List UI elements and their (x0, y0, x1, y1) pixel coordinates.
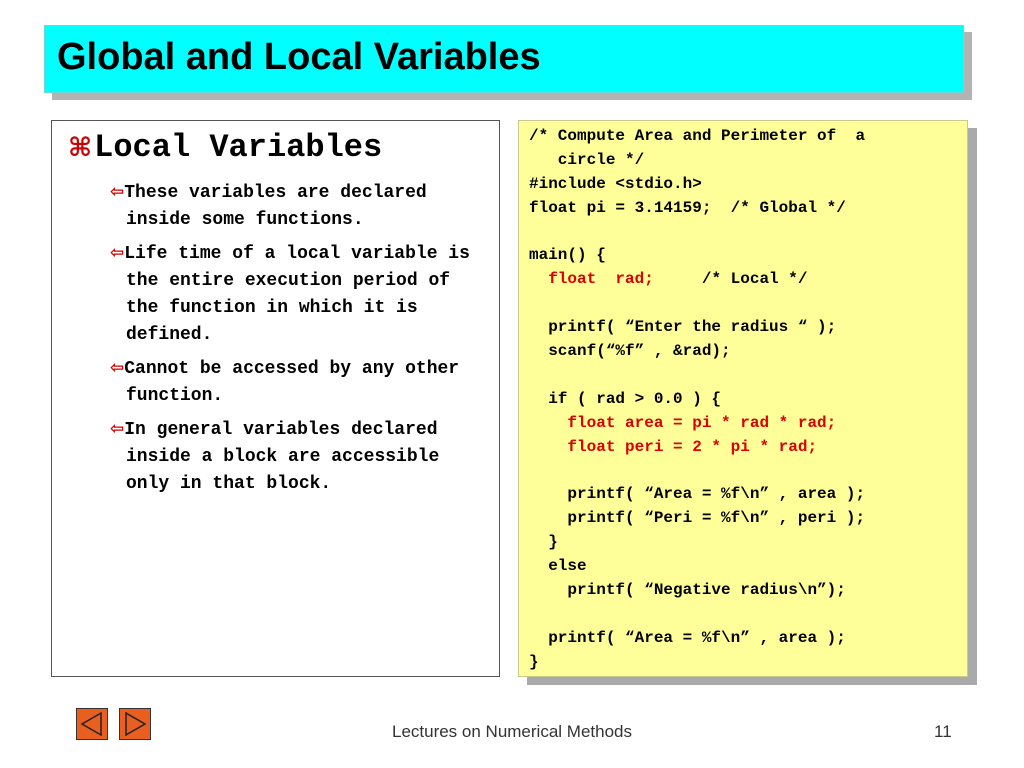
code-line (529, 149, 865, 173)
bullet-item (110, 416, 490, 498)
code-line-text: printf( “Enter the radius “ ); (529, 318, 837, 337)
local-variables-panel (51, 120, 500, 677)
code-line-text: } (529, 652, 539, 671)
left-arrow-icon: ⇦ (110, 419, 125, 439)
code-line (529, 531, 865, 555)
code-line-text: else (529, 557, 587, 576)
code-line-text: float pi = 3.14159; /* Global */ (529, 198, 846, 217)
code-line-text: printf( “Area = %f\n” , area ); (529, 628, 846, 647)
code-line (529, 507, 865, 531)
code-line (529, 221, 865, 245)
command-key-icon: ⌘ (68, 133, 93, 163)
code-lines (529, 125, 865, 674)
code-line-comment: /* Local */ (653, 270, 808, 289)
code-line-text: main() { (529, 246, 606, 265)
left-arrow-icon: ⇦ (110, 182, 125, 202)
code-line (529, 603, 865, 627)
code-line (529, 412, 865, 436)
section-heading (68, 129, 382, 166)
title-banner (44, 25, 964, 93)
code-line (529, 173, 865, 197)
code-line (529, 436, 865, 460)
code-line (529, 340, 865, 364)
code-listing (518, 120, 968, 677)
bullet-text: In general variables declared inside a block are accessible only in that block. (124, 420, 440, 494)
code-line (529, 579, 865, 603)
bullet-item (110, 179, 490, 234)
code-line (529, 292, 865, 316)
code-line-text: circle */ (529, 150, 645, 169)
bullet-text: These variables are declared inside some functions. (124, 183, 427, 230)
section-heading-text: Local Variables (94, 129, 383, 166)
bullet-list (110, 179, 490, 504)
left-arrow-icon: ⇦ (110, 358, 125, 378)
code-line-text: printf( “Negative radius\n”); (529, 580, 846, 599)
code-line (529, 651, 865, 675)
code-line-text: } (529, 533, 558, 552)
bullet-text: Cannot be accessed by any other function. (124, 359, 460, 406)
code-line-text: printf( “Peri = %f\n” , peri ); (529, 509, 866, 528)
bullet-item (110, 240, 490, 349)
code-line (529, 459, 865, 483)
code-line (529, 627, 865, 651)
bullet-item (110, 355, 490, 410)
slide-title: Global and Local Variables (57, 36, 541, 78)
code-line (529, 555, 865, 579)
code-line (529, 483, 865, 507)
code-line (529, 125, 865, 149)
left-arrow-icon: ⇦ (110, 243, 125, 263)
page-number: 11 (934, 722, 952, 741)
code-line-text: if ( rad > 0.0 ) { (529, 389, 722, 408)
code-line (529, 197, 865, 221)
code-line-text: float rad; (529, 270, 654, 289)
code-line (529, 388, 865, 412)
code-line (529, 244, 865, 268)
code-line (529, 316, 865, 340)
footer-caption: Lectures on Numerical Methods (391, 722, 632, 741)
code-line (529, 364, 865, 388)
code-line-text: #include <stdio.h> (529, 174, 702, 193)
code-line (529, 268, 865, 292)
code-line-text: float peri = 2 * pi * rad; (529, 437, 818, 456)
code-line-text: /* Compute Area and Perimeter of a (529, 127, 866, 145)
code-line-text: float area = pi * rad * rad; (529, 413, 837, 432)
bullet-text: Life time of a local variable is the entire execution period of the function in which it is defined. (124, 244, 470, 345)
code-line-text: scanf(“%f” , &rad); (529, 342, 731, 361)
code-line-text: printf( “Area = %f\n” , area ); (529, 485, 866, 504)
